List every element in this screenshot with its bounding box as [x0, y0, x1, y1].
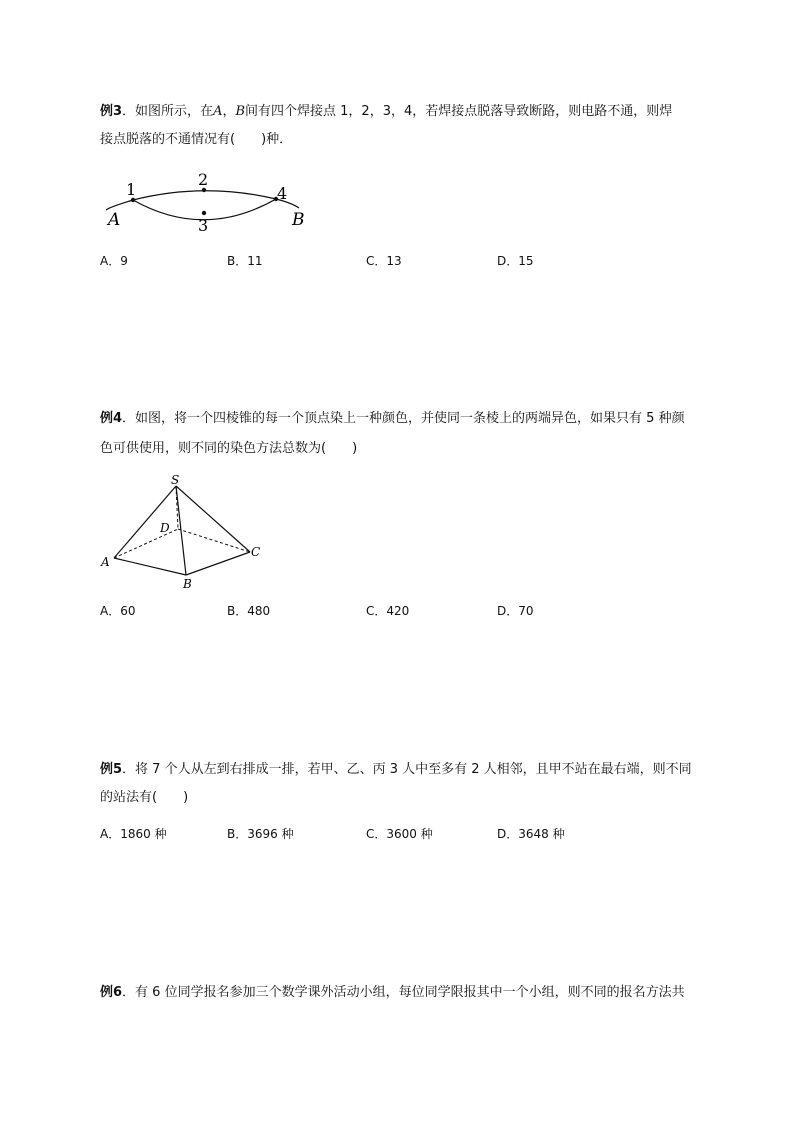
choice-c: C．3600 种	[366, 827, 433, 841]
example-6-line-1: 例6．有 6 位同学报名参加三个数学课外活动小组，每位同学限报其中一个小组，则不同的报名方法共	[100, 985, 685, 1000]
example-5-choices	[100, 825, 700, 845]
vertex-a: A	[101, 555, 110, 569]
example-3-choices	[100, 252, 700, 272]
choice-a: A．60	[100, 604, 136, 618]
choice-a: A．9	[100, 254, 128, 268]
example-3-line-2: 接点脱落的不通情况有( )种．	[100, 132, 293, 147]
vertex-d: D	[160, 521, 170, 535]
circuit-figure	[100, 168, 320, 236]
label-b: B	[292, 210, 305, 230]
example-4-line-2: 色可供使用，则不同的染色方法总数为( )	[100, 441, 358, 456]
label-4: 4	[277, 184, 288, 203]
example-5	[100, 760, 720, 808]
example-number: 例5	[100, 762, 123, 777]
choice-c: C．420	[366, 604, 410, 618]
label-a: A	[108, 210, 121, 230]
example-4-line-1: 例4．如图，将一个四棱锥的每一个顶点染上一种颜色，并使同一条棱上的两端异色，如果只有 5 种颜	[100, 411, 685, 426]
point-b: B	[235, 104, 246, 119]
example-5-line-1: 例5．将 7 个人从左到右排成一排，若甲、乙、丙 3 人中至多有 2 人相邻，且甲不站在最右端，则不同	[100, 762, 692, 777]
example-3-line-1: 例3．如图所示，在A，B间有四个焊接点 1，2，3，4，若焊接点脱落导致断路，则电路不通，则焊	[100, 104, 673, 119]
example-4	[100, 409, 720, 459]
label-2: 2	[198, 170, 209, 189]
choice-d: D．3648 种	[497, 827, 565, 841]
choice-d: D．15	[497, 254, 534, 268]
example-number: 例3	[100, 104, 123, 119]
example-3	[100, 102, 720, 150]
label-3: 3	[198, 216, 209, 235]
point-a: A	[213, 104, 223, 119]
example-number: 例4	[100, 411, 123, 426]
pyramid-figure	[98, 472, 278, 592]
example-number: 例6	[100, 985, 123, 1000]
choice-c: C．13	[366, 254, 402, 268]
choice-b: B．480	[227, 604, 271, 618]
example-6	[100, 983, 720, 1003]
vertex-b: B	[183, 577, 192, 591]
label-1: 1	[126, 180, 137, 199]
vertex-c: C	[251, 545, 261, 559]
choice-a: A．1860 种	[100, 827, 167, 841]
choice-b: B．3696 种	[227, 827, 294, 841]
choice-d: D．70	[497, 604, 534, 618]
example-4-choices	[100, 602, 700, 622]
vertex-s: S	[171, 473, 180, 487]
example-5-line-2: 的站法有( )	[100, 790, 189, 805]
choice-b: B．11	[227, 254, 263, 268]
